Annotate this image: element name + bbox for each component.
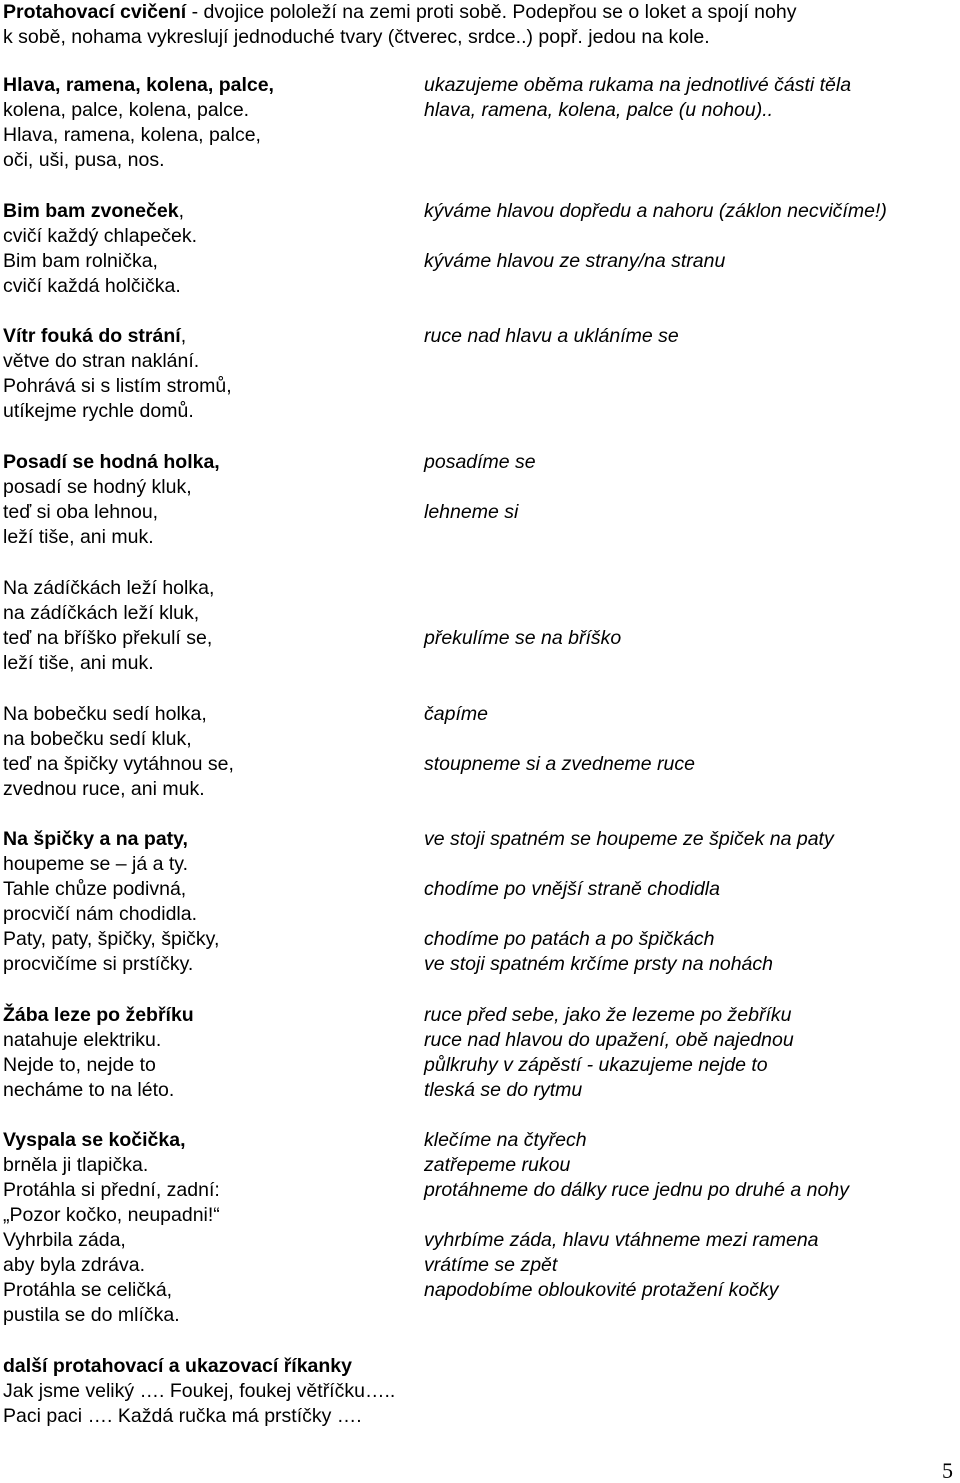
footer-line: Paci paci …. Každá ručka má prstíčky …. [3, 1405, 362, 1427]
rhyme-line: teď na bříško překulí se, [3, 627, 213, 649]
rhyme-line: „Pozor kočko, neupadni!“ [3, 1204, 220, 1226]
rhyme-title: Vyspala se kočička, [3, 1129, 186, 1151]
rhyme-line [3, 199, 184, 224]
rhyme-line: cvičí každý chlapeček. [3, 225, 198, 247]
footer-line: Jak jsme veliký …. Foukej, foukej větříčku….. [3, 1380, 396, 1402]
rhyme-line: Hlava, ramena, kolena, palce, [3, 124, 261, 146]
action-line: vyhrbíme záda, hlavu vtáhneme mezi ramena [424, 1229, 819, 1251]
rhyme-title: Vítr fouká do strání [3, 325, 181, 347]
rhyme-line [3, 450, 220, 475]
action-line: kýváme hlavou ze strany/na stranu [424, 250, 726, 272]
rhyme-title-punct: , [178, 200, 184, 222]
rhyme-line: oči, uši, pusa, nos. [3, 149, 165, 171]
rhyme-line: Pohrává si s listím stromů, [3, 375, 232, 397]
action-line: zatřepeme rukou [424, 1154, 571, 1176]
action-line: napodobíme obloukovité protažení kočky [424, 1279, 779, 1301]
rhyme-line [3, 324, 186, 349]
rhyme-line: zvednou ruce, ani muk. [3, 778, 205, 800]
action-line: ruce nad hlavou do upažení, obě najednou [424, 1029, 794, 1051]
intro-line-1 [3, 0, 796, 25]
rhyme-line: na zádíčkách leží kluk, [3, 602, 200, 624]
rhyme-line: teď na špičky vytáhnou se, [3, 753, 234, 775]
rhyme-line: Protáhla se celičká, [3, 1279, 173, 1301]
rhyme-line: pustila se do mlíčka. [3, 1304, 180, 1326]
action-line: chodíme po vnější straně chodidla [424, 878, 720, 900]
action-line: ruce před sebe, jako že lezeme po žebříku [424, 1004, 792, 1026]
rhyme-line: utíkejme rychle domů. [3, 400, 194, 422]
rhyme-line: houpeme se – já a ty. [3, 853, 189, 875]
rhyme-line [3, 73, 274, 98]
rhyme-line: na bobečku sedí kluk, [3, 728, 192, 750]
footer-heading [3, 1354, 352, 1379]
intro-line-2: k sobě, nohama vykreslují jednoduché tvary (čtverec, srdce..) popř. jedou na kole. [3, 26, 710, 48]
footer-heading-text: další protahovací a ukazovací říkanky [3, 1355, 352, 1377]
rhyme-line: leží tiše, ani muk. [3, 526, 154, 548]
rhyme-line: Tahle chůze podivná, [3, 878, 187, 900]
rhyme-line: brněla ji tlapička. [3, 1154, 149, 1176]
action-line: ve stoji spatném krčíme prsty na nohách [424, 953, 773, 975]
intro-title: Protahovací cvičení [3, 1, 187, 23]
action-line: tleská se do rytmu [424, 1079, 583, 1101]
rhyme-line: Paty, paty, špičky, špičky, [3, 928, 220, 950]
rhyme-title: Bim bam zvoneček [3, 200, 179, 222]
rhyme-line: kolena, palce, kolena, palce. [3, 99, 250, 121]
action-line: půlkruhy v zápěstí - ukazujeme nejde to [424, 1054, 768, 1076]
action-line: stoupneme si a zvedneme ruce [424, 753, 695, 775]
action-line: kýváme hlavou dopředu a nahoru (záklon necvičíme!) [424, 200, 887, 222]
rhyme-line: Bim bam rolnička, [3, 250, 158, 272]
action-line: ruce nad hlavu a ukláníme se [424, 325, 679, 347]
rhyme-line: aby byla zdráva. [3, 1254, 145, 1276]
action-line: chodíme po patách a po špičkách [424, 928, 715, 950]
rhyme-line: Nejde to, nejde to [3, 1054, 156, 1076]
action-line: ve stoji spatném se houpeme ze špiček na paty [424, 828, 834, 850]
action-line: čapíme [424, 703, 488, 725]
rhyme-title: Na špičky a na paty, [3, 828, 188, 850]
page-number: 5 [942, 1458, 953, 1483]
action-line: posadíme se [424, 451, 536, 473]
rhyme-line [3, 827, 188, 852]
rhyme-line: procvičíme si prstíčky. [3, 953, 194, 975]
rhyme-line: necháme to na léto. [3, 1079, 175, 1101]
action-line: klečíme na čtyřech [424, 1129, 587, 1151]
action-line: ukazujeme oběma rukama na jednotlivé části těla [424, 74, 852, 96]
rhyme-title: Hlava, ramena, kolena, palce, [3, 74, 274, 96]
rhyme-title-punct: , [180, 325, 187, 347]
rhyme-line [3, 1003, 194, 1028]
rhyme-line [3, 1128, 186, 1153]
rhyme-line: větve do stran naklání. [3, 350, 200, 372]
rhyme-line: leží tiše, ani muk. [3, 652, 154, 674]
action-line: lehneme si [424, 501, 519, 523]
rhyme-line: cvičí každá holčička. [3, 275, 181, 297]
intro-line-1-text: - dvojice pololeží na zemi proti sobě. Podepřou se o loket a spojí nohy [186, 1, 797, 23]
rhyme-line: Na zádíčkách leží holka, [3, 577, 215, 599]
rhyme-line: Na bobečku sedí holka, [3, 703, 207, 725]
rhyme-line: natahuje elektriku. [3, 1029, 162, 1051]
rhyme-line: teď si oba lehnou, [3, 501, 159, 523]
rhyme-line: Vyhrbila záda, [3, 1229, 126, 1251]
rhyme-line: Protáhla si přední, zadní: [3, 1179, 220, 1201]
rhyme-title: Posadí se hodná holka, [3, 451, 220, 473]
action-line: protáhneme do dálky ruce jednu po druhé a nohy [424, 1179, 849, 1201]
rhyme-line: posadí se hodný kluk, [3, 476, 192, 498]
action-line: překulíme se na bříško [424, 627, 622, 649]
rhyme-line: procvičí nám chodidla. [3, 903, 198, 925]
action-line: hlava, ramena, kolena, palce (u nohou).. [424, 99, 774, 121]
rhyme-title: Žába leze po žebříku [3, 1004, 194, 1026]
action-line: vrátíme se zpět [424, 1254, 558, 1276]
